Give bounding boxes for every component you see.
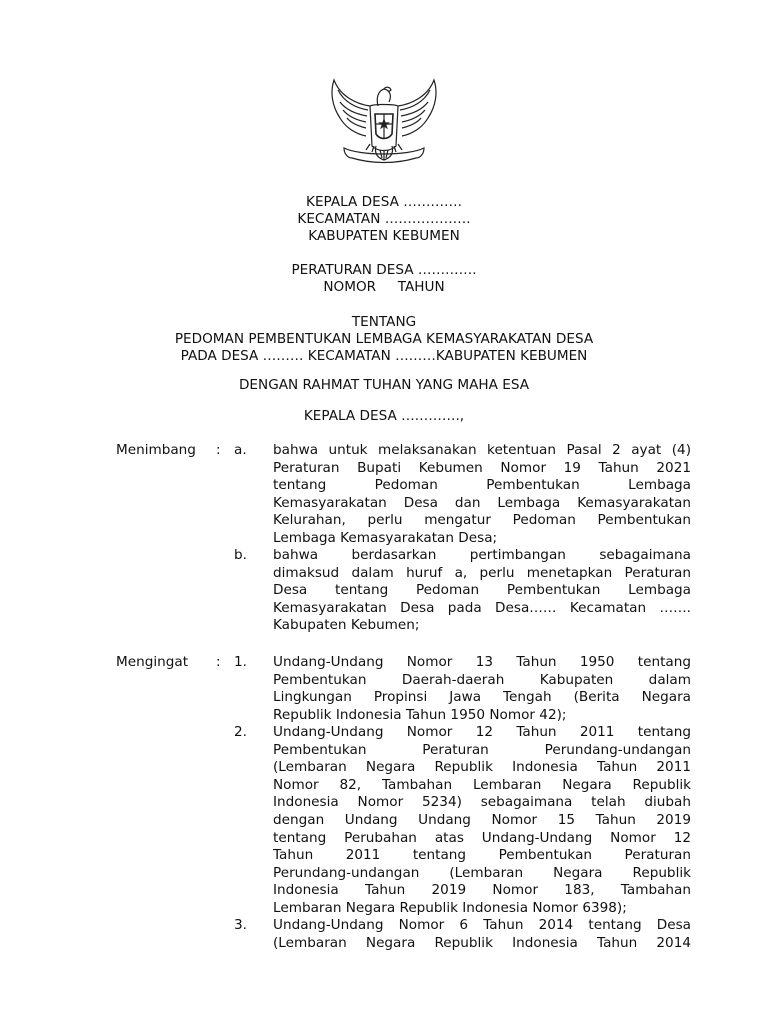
- text-line: Undang-Undang Nomor 6 Tahun 2014 tentang Desa: [273, 917, 691, 933]
- document-title-1: PEDOMAN PEMBENTUKAN LEMBAGA KEMASYARAKATAN DESA: [174, 331, 594, 347]
- text-line: Kemasyarakatan Desa pada Desa…… Kecamatan …….: [273, 599, 691, 616]
- text-line: Pembentukan Daerah-daerah Kabupaten dalam: [273, 671, 691, 688]
- institution-line-3: KABUPATEN KEBUMEN: [308, 228, 460, 244]
- text-line: tentang Perubahan atas Undang-Undang Nomor 12: [273, 829, 691, 846]
- mengingat-item-1-number: 1.: [234, 654, 247, 670]
- text-line: Kabupaten Kebumen;: [273, 617, 420, 634]
- text-line: Lembaga Kemasyarakatan Desa;: [273, 529, 498, 546]
- text-line: Undang-Undang Nomor 13 Tahun 1950 tentang: [273, 654, 691, 670]
- official-line: KEPALA DESA ………….,: [303, 408, 465, 424]
- mengingat-item-2-text: [273, 724, 691, 918]
- text-line: Perundang-undangan (Lembaran Negara Republik: [273, 864, 691, 881]
- mengingat-item-3-number: 3.: [234, 917, 247, 933]
- about-heading: TENTANG: [351, 314, 417, 330]
- garuda-emblem: [326, 76, 442, 170]
- institution-line-2: KECAMATAN ……………….: [297, 211, 471, 227]
- regulation-number: NOMOR TAHUN: [323, 279, 445, 295]
- text-line: (Lembaran Negara Republik Indonesia Tahun 2011: [273, 759, 691, 776]
- regulation-title: PERATURAN DESA ………….: [291, 262, 477, 278]
- mengingat-item-2-number: 2.: [234, 724, 247, 740]
- text-line: Kelurahan, perlu mengatur Pedoman Pembentukan: [273, 512, 691, 529]
- menimbang-colon: :: [216, 442, 221, 458]
- text-line: Undang-Undang Nomor 12 Tahun 2011 tentang: [273, 724, 691, 740]
- text-line: Lembaran Negara Republik Indonesia Nomor 6398);: [273, 899, 627, 916]
- menimbang-item-a-text: [273, 442, 691, 548]
- text-line: Indonesia Nomor 5234) sebagaimana telah diubah: [273, 794, 691, 811]
- menimbang-item-b-number: b.: [234, 547, 247, 563]
- text-line: Lingkungan Propinsi Jawa Tengah (Berita Negara: [273, 689, 691, 706]
- text-line: Peraturan Bupati Kebumen Nomor 19 Tahun 2021: [273, 459, 691, 476]
- text-line: Desa tentang Pedoman Pembentukan Lembaga: [273, 582, 691, 599]
- mengingat-item-1-text: [273, 654, 691, 724]
- institution-line-1: KEPALA DESA ………….: [306, 194, 462, 210]
- text-line: bahwa untuk melaksanakan ketentuan Pasal 2 ayat (4): [273, 442, 691, 458]
- menimbang-item-b-text: [273, 547, 691, 635]
- text-line: Republik Indonesia Tahun 1950 Nomor 42);: [273, 706, 567, 723]
- menimbang-item-a-number: a.: [234, 442, 247, 458]
- mengingat-item-3-text: [273, 917, 691, 952]
- text-line: (Lembaran Negara Republik Indonesia Tahun 2014: [273, 934, 691, 951]
- text-line: dimaksud dalam huruf a, perlu menetapkan Peraturan: [273, 564, 691, 581]
- text-line: Nomor 82, Tambahan Lembaran Negara Republik: [273, 776, 691, 793]
- text-line: Pembentukan Peraturan Perundang-undangan: [273, 741, 691, 758]
- mengingat-label: Mengingat: [116, 654, 189, 670]
- text-line: Kemasyarakatan Desa dan Lembaga Kemasyarakatan: [273, 494, 691, 511]
- text-line: Tahun 2011 tentang Pembentukan Peraturan: [273, 847, 691, 864]
- document-title-2: PADA DESA ……… KECAMATAN ………KABUPATEN KEBUMEN: [180, 348, 588, 364]
- text-line: tentang Pedoman Pembentukan Lembaga: [273, 477, 691, 494]
- text-line: dengan Undang Undang Nomor 15 Tahun 2019: [273, 811, 691, 828]
- text-line: bahwa berdasarkan pertimbangan sebagaimana: [273, 547, 691, 563]
- text-line: Indonesia Tahun 2019 Nomor 183, Tambahan: [273, 882, 691, 899]
- menimbang-label: Menimbang: [116, 442, 196, 458]
- mengingat-colon: :: [216, 654, 221, 670]
- blessing-line: DENGAN RAHMAT TUHAN YANG MAHA ESA: [238, 377, 530, 393]
